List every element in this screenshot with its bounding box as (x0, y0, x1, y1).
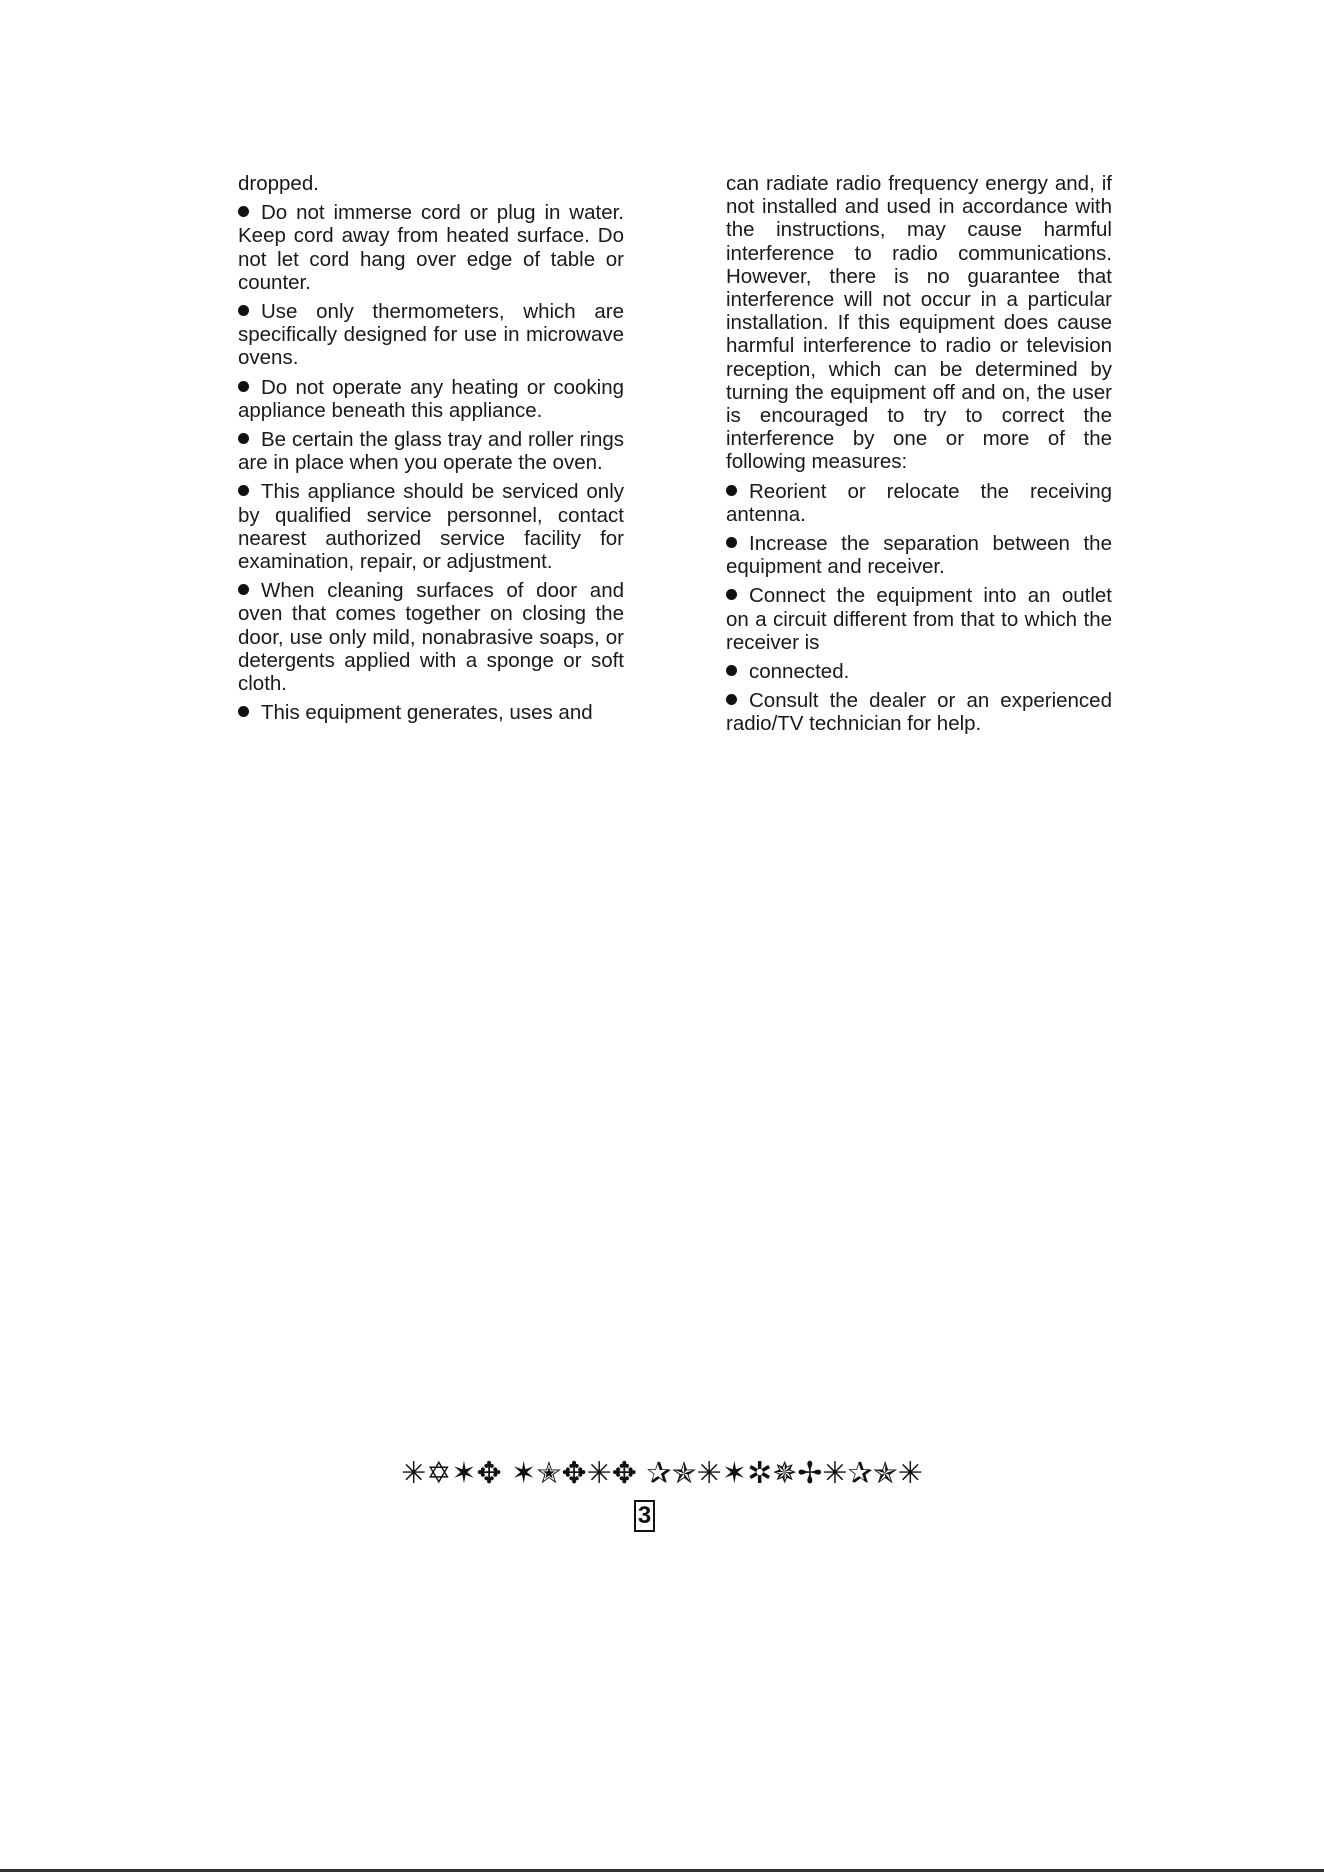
bullet-icon (726, 665, 737, 676)
list-item-text: Use only thermometers, which are specifically designed for use in microwave ovens. (238, 300, 624, 370)
list-item (726, 480, 1112, 526)
list-item (238, 480, 624, 573)
footer-decorative-symbols: ✳✡✶✥ ✶✭✥✳✥ ✰✯✳✶✲✵✢✳✰✯✳ (401, 1456, 923, 1491)
list-item-text: This appliance should be serviced only by qualified service personnel, contact nearest authorized service facility for examination, repair, or adjustment. (238, 480, 624, 574)
bullet-icon (238, 485, 249, 496)
list-item-text: Increase the separation between the equipment and receiver. (726, 532, 1112, 579)
right-column (726, 172, 1112, 742)
bullet-icon (726, 537, 737, 548)
list-item (726, 532, 1112, 578)
bullet-icon (238, 381, 249, 392)
list-item (726, 689, 1112, 735)
list-item (238, 701, 624, 724)
list-item (238, 579, 624, 695)
paragraph-continuation: can radiate radio frequency energy and, if not installed and used in accordance with the instructions, may cause harmful interference to radio communications. However, there is no guarantee that interference will not occur in a particular installation. If this equipment does cause harmful interference to radio or television reception, which can be determined by turning the equipment off and on, the user is encouraged to try to correct the interference by one or more of the following measures: (726, 172, 1112, 474)
list-item (238, 201, 624, 294)
bullet-icon (726, 485, 737, 496)
bullet-icon (238, 584, 249, 595)
list-item-text: Reorient or relocate the receiving antenna. (726, 479, 1112, 526)
bullet-icon (238, 206, 249, 217)
bullet-icon (238, 706, 249, 717)
list-item (238, 376, 624, 422)
paragraph-continuation: dropped. (238, 172, 319, 195)
list-item-text: When cleaning surfaces of door and oven that comes together on closing the door, use only mild, nonabrasive soaps, or detergents applied with a sponge or soft cloth. (238, 579, 624, 696)
bullet-icon (726, 589, 737, 600)
list-item-text: Do not immerse cord or plug in water. Keep cord away from heated surface. Do not let cord hang over edge of table or counter. (238, 201, 624, 294)
list-item (726, 584, 1112, 654)
list-item-text: This equipment generates, uses and (261, 701, 593, 725)
bullet-icon (726, 694, 737, 705)
left-column (238, 172, 624, 730)
list-item (238, 428, 624, 474)
list-item (726, 660, 1112, 683)
list-item (238, 300, 624, 370)
bullet-icon (238, 305, 249, 316)
list-item-text: Connect the equipment into an outlet on a circuit different from that to which the receiver is (726, 584, 1112, 654)
page-number: 3 (634, 1500, 655, 1532)
bullet-icon (238, 433, 249, 444)
list-item-text: connected. (749, 660, 850, 684)
list-item-text: Do not operate any heating or cooking appliance beneath this appliance. (238, 375, 624, 422)
list-item-text: Be certain the glass tray and roller rings are in place when you operate the oven. (238, 428, 624, 475)
list-item-text: Consult the dealer or an experienced radio/TV technician for help. (726, 689, 1112, 736)
